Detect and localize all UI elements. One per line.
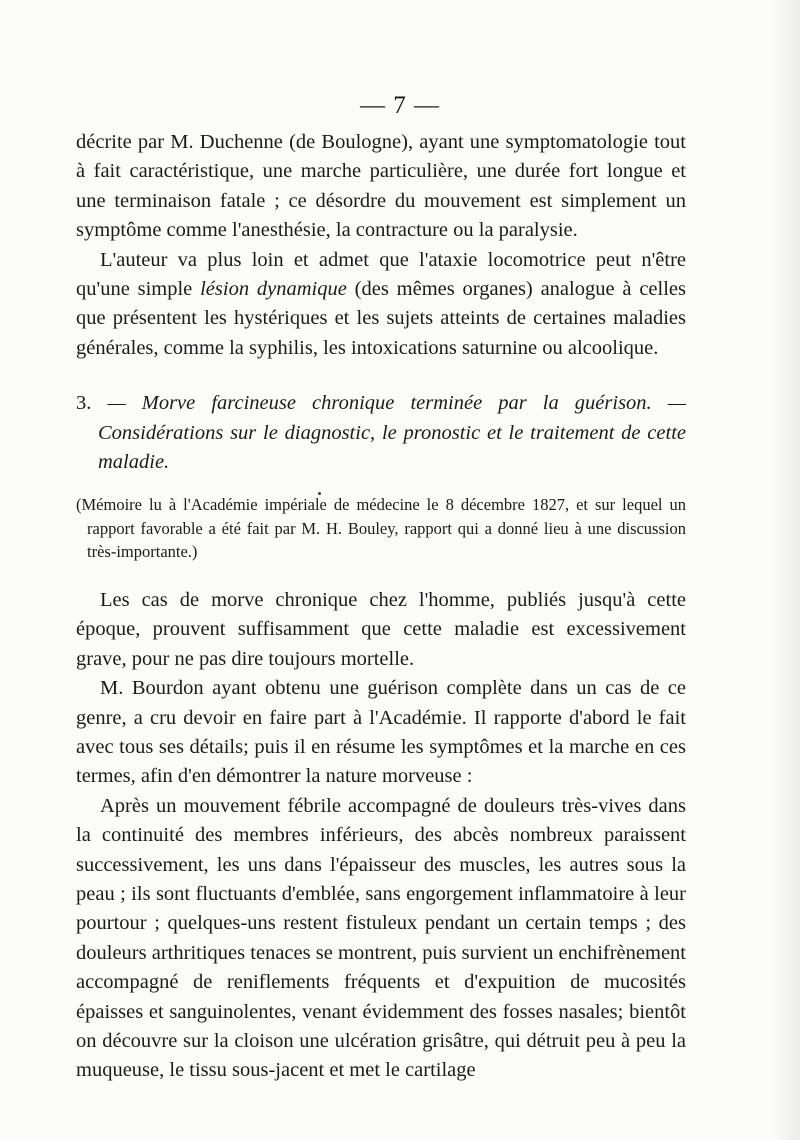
- paragraph-5: Après un mouvement fébrile accompagné de douleurs très-vives dans la continuité des membres inférieurs, des abcès nombreux paraissent successivement, les uns dans l'épaisseur des muscles, les autres sous la peau ; ils sont fluctuants d'emblée, sans engorgement inflammatoire à leur pourtour ; quelques-uns restent fistuleux pendant un certain temps ; des douleurs arthritiques tenaces se montrent, puis survient un enchifrènement accompagné de reniflements fréquents et d'expuition de mucosités épaisses et sanguinolentes, venant évidemment des fosses nasales; bientôt on découvre sur la cloison une ulcération grisâtre, qui détruit peu à peu la muqueuse, le tissu sous-jacent et met le cartilage: [76, 794, 686, 1082]
- section-number: 3.: [76, 392, 92, 415]
- paper-speck: [318, 492, 321, 495]
- section-gap: [76, 564, 686, 586]
- paragraph-4: M. Bourdon ayant obtenu une guérison complète dans un cas de ce genre, a cru devoir en faire part à l'Académie. Il rapporte d'abord le fait avec tous ses détails; puis il en résume les symptômes et la marche en ces termes, afin d'en démontrer la nature morveuse :: [76, 677, 686, 788]
- section-title: — Morve farcineuse chronique terminée par la guérison. — Considérations sur le diagnostic, le pronostic et le traitement de cette maladie.: [91, 392, 686, 474]
- section-heading: [76, 389, 686, 477]
- paragraph-2-start: L'auteur va plus loin et admet que l'ataxie locomotrice peut n'être qu'une simple: [76, 248, 686, 301]
- page-number: — 7 —: [360, 92, 440, 119]
- paragraph-2-italic: lésion dynamique: [200, 278, 347, 301]
- paragraph-1: décrite par M. Duchenne (de Boulogne), ayant une symptomatologie tout à fait caractéristique, une marche particulière, une durée fort longue et une terminaison fatale ; ce désordre du mouvement est simplement un symptôme comme l'anesthésie, la contracture ou la paralysie.: [76, 131, 686, 242]
- paragraph-3: Les cas de morve chronique chez l'homme, publiés jusqu'à cette époque, prouvent suffisamment que cette maladie est excessivement grave, pour ne pas dire toujours mortelle.: [76, 588, 686, 670]
- paragraph-2: [76, 246, 686, 364]
- memoire-note: (Mémoire lu à l'Académie impériale de médecine le 8 décembre 1827, et sur lequel un rapport favorable a été fait par M. H. Bouley, rapport qui a donné lieu à une discussion très-importante.): [76, 495, 686, 562]
- page-edge-shadow: [772, 0, 800, 1140]
- paragraph-2-end: (des mêmes organes) analogue à celles que présentent les hystériques et les sujets atteints de certaines maladies générales, comme la syphilis, les intoxications saturnine ou alcoolique.: [76, 278, 686, 359]
- page-content: [76, 128, 686, 1086]
